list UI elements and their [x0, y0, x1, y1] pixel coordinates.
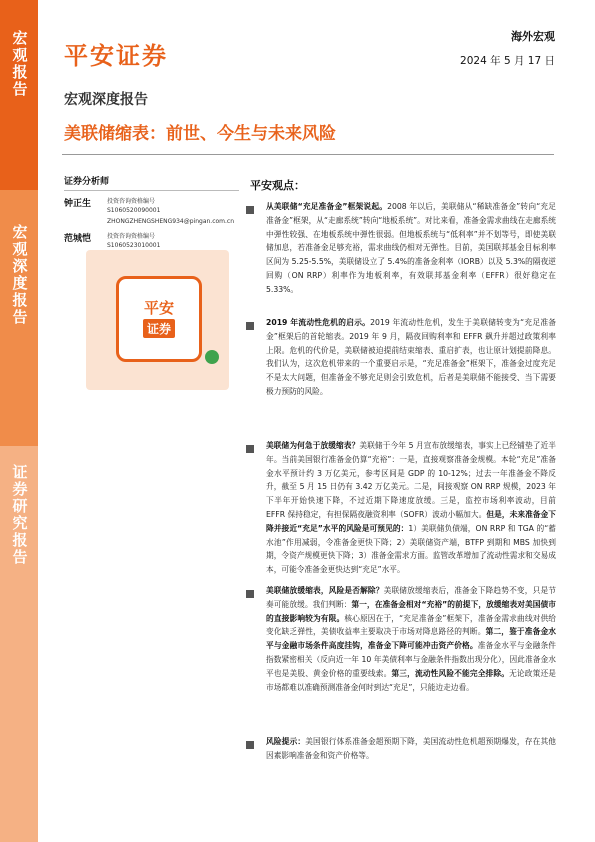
sidebar-macro-deep-report: 宏观深度报告 [0, 190, 38, 446]
analyst-cert-label: 投资咨询资格编号 [107, 233, 156, 240]
report-title: 美联储缩表：前世、今生与未来风险 [64, 124, 336, 144]
viewpoint-paragraph: 2019 年流动性危机的启示。2019 年流动性危机，发生于美联储转变为“充足准备金”框架后的首轮缩表。2019 年 9 月，隔夜回购利率和 EFFR 飙升并超过政策利率上限。危机的代价是，美联储被迫提前结束缩表、重启扩表，也让原计划提前降息。我们认为，这次危机带来的一个重要启示是，“充足准备金”框架下，准备金过度充足不是太大问题，但准备金不够充足则会引致危机，后者是美联储不能接受、当下需要极力预防的风险。 [266, 318, 556, 396]
viewpoint-paragraph: 美联储放缓缩表，风险是否解除？美联储放缓缩表后，准备金下降趋势不变，只是节奏可能放缓。我们判断：第一，在准备金相对“充裕”的前提下，放缓缩表对美国债市的直接影响较为有限。核心原因在于，“充足准备金”框架下，准备金需求曲线对供给变化缺乏弹性，美债收益率主要取决于市场对降息路径的判断。第二，鉴于准备金水平与金融市场条件高度挂钩，准备金下降可能冲击资产价格。准备金水平与金融条件指数紧密相关（反向近一年 10 年美债利率与金融条件指数出现分化），因此准备金水平也是美股、黄金价格的重要线索。第三，流动性风险不能完全排除。无论政策还是市场都难以准确预测准备金何时到达“充足”，只能边走边看。 [266, 586, 556, 692]
analyst-name: 钟正生 [64, 199, 92, 209]
analyst-heading: 证券分析师 [64, 174, 239, 191]
analyst-section [64, 174, 239, 249]
risk-warning: 风险提示：美国银行体系准备金超预期下降，美国流动性危机超预期爆发，存在其他因素影响准备金和资产价格等。 [266, 737, 556, 760]
analyst-email[interactable]: ZHONGZHENGSHENG934@pingan.com.cn [107, 218, 235, 225]
report-category: 宏观深度报告 [64, 92, 148, 108]
sidebar-securities-research: 证券研究报告 [0, 446, 38, 842]
report-date: 2024 年 5 月 17 日 [460, 55, 555, 67]
bullet-square-icon [246, 445, 254, 453]
report-type: 海外宏观 [511, 30, 555, 43]
header-divider [62, 154, 554, 155]
qr-code [86, 250, 229, 390]
company-logo: 平安证券 [64, 42, 168, 70]
sidebar [0, 0, 38, 842]
bullet-square-icon [246, 322, 254, 330]
analyst-cert-number: S1060523010001 [107, 242, 161, 249]
bullet-square-icon [246, 206, 254, 214]
analyst-cert-number: S1060520090001 [107, 207, 161, 214]
bullet-square-icon [246, 741, 254, 749]
bullet-square-icon [246, 590, 254, 598]
sidebar-macro-report: 宏观报告 [0, 0, 38, 190]
viewpoint-paragraph: 从美联储“充足准备金”框架说起。2008 年以后，美联储从“稀缺准备金”转向“充足准备金”框架，从“走廊系统”转向“地板系统”。对比来看，准备金需求曲线在走廊系统中弹性较强、在地板系统中弹性很弱。但地板系统与“低利率”并不划等号，即使美联储加息，若准备金足够充裕，需求曲线仍相对无弹性。目前，美国联邦基金目标利率区间为 5.25-5.5%，美联储设立了 5.4%的准备金利率（IORB）以及 5.3%的隔夜逆回购（ON RRP）利率作为地板利率，有效联邦基金利率（EFFR）很好稳定在 5.33%。 [266, 202, 556, 294]
qr-logo-badge: 平安 证券 [116, 276, 202, 362]
viewpoint-paragraph: 美联储为何急于放缓缩表？美联储于今年 5 月宣布放缓缩表，事实上已经铺垫了近半年。当前美国银行准备金仍算“充裕”：一是，直接观察准备金规模。本轮“充足”准备金水平预计约 3 万亿美元，参考区间是 GDP 的 10-12%；过去一年准备金不降反升，截至 5 月 15 日仍有 3.42 万亿美元。二是，间接观察 ON RRP 规模，2023 年下半年开始快速下降，不过近期下降速度放缓。三是，监控市场利率波动，目前 EFFR 保持稳定，有担保隔夜融资利率（SOFR）波动小幅加大。但是，未来准备金下降并接近“充足”水平的风险是可预见的：1）美联储负债端，ON RRP 和 TGA 的“蓄水池”作用减弱，令准备金更快下降；2）美联储资产端，BTFP 到期和 MBS 加快到期，令资产规模更快下降；3）准备金需求方面。监管改革增加了流动性需求和交易成本，可能令准备金更快达到“充足”水平。 [266, 441, 556, 575]
viewpoints-heading: 平安观点： [250, 179, 305, 192]
app-dot-icon [205, 350, 219, 364]
analyst-cert-label: 投资咨询资格编号 [107, 198, 156, 205]
analyst-name: 范城恺 [64, 234, 92, 244]
